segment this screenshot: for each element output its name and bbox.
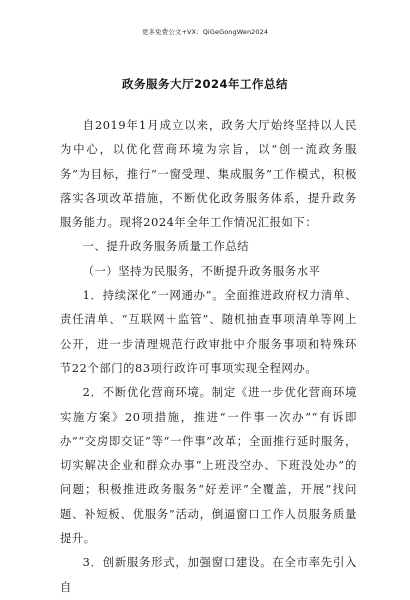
item-paragraph-1: 1．持续深化“一网通办”。全面推进政府权力清单、责任清单、“互联网＋监管”、随机抽查事项清单等网上公开，进一步清理规范行政审批中介服务事项和特殊环节22个部门的83项行政许可事项实现全程网办。 xyxy=(60,289,357,375)
subsection-heading: （一）坚持为民服务，不断提升政务服务水平 xyxy=(82,264,321,278)
item-paragraph-2: 2．不断优化营商环境。制定《进一步优化营商环境实施方案》20项措施，推进“一件事一次办”“有诉即办”“交房即交证”等“一件事”改革；全面推行延时服务，切实解决企业和群众办事“上班没空办、下班没处办”的问题；积极推进政务服务“好差评”全覆盖，开展“找问题、补短板、优服务”活动，倒逼窗口工作人员服务质量提升。 xyxy=(60,386,357,546)
header-note: 更多免费公文+VX：QiGeGongWen2024 xyxy=(141,28,269,36)
document-title: 政务服务大厅2024年工作总结 xyxy=(121,77,288,91)
intro-paragraph: 自2019年1月成立以来，政务大厅始终坚持以人民为中心，以优化营商环境为宗旨，以“创一流政务服务”为目标，推行“一窗受理、集成服务”工作模式，积极落实各项改革措施，不断优化政务服务体系，提升政务服务能力。现将2024年全年工作情况汇报如下： xyxy=(60,119,357,230)
section-heading: 一、提升政务服务质量工作总结 xyxy=(82,240,250,254)
document-body xyxy=(60,114,357,600)
item-paragraph-3: 3．创新服务形式，加强窗口建设。在全市率先引入自 xyxy=(60,556,357,594)
